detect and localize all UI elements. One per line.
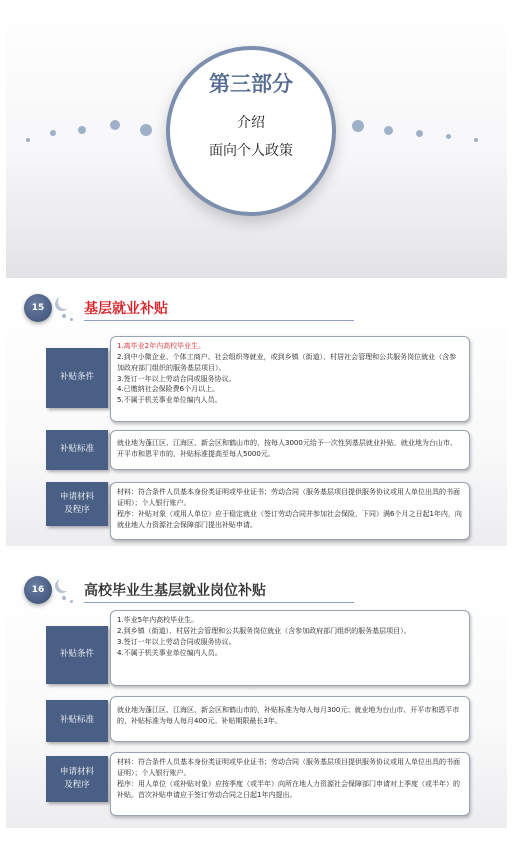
decor-dot: [352, 120, 364, 132]
row-label-standard: 补贴标准: [46, 700, 108, 742]
content-line: 1.毕业5年内高校毕业生。: [117, 616, 199, 624]
row-content-conditions: [110, 336, 470, 422]
decor-dot: [62, 314, 66, 318]
content-line: 2.到中小微企业、个体工商户、社会组织等就业，或到乡镇（街道）、村居社会管理和公共服务岗位就业（含参加政府部门组织的服务基层项目）。: [117, 352, 457, 372]
content-line: 材料：符合条件人员基本身份类证明或毕业证书；劳动合同（服务基层项目提供服务协议或用人单位出具的书面证明）；个人银行账户。: [117, 758, 460, 777]
section-subtitle: 面向个人政策: [209, 143, 293, 159]
title-underline: [84, 602, 354, 603]
content-line: 3.签订一年以上劳动合同或服务协议。: [117, 374, 236, 383]
crescent-icon: [58, 295, 72, 309]
intro-text: 介绍: [237, 115, 265, 131]
row-label-procedure: 申请材料及程序: [46, 756, 108, 802]
decor-dot: [110, 120, 120, 130]
content-line: 4.不属于机关事业单位编内人员。: [117, 648, 222, 657]
content-line: 程序：用人单位（或补贴对象）应按季度（或半年）向所在地人力资源社会保障部门申请对上季度（或半年）的补贴。首次补贴申请应于签订劳动合同之日起1年内提出。: [117, 779, 460, 799]
row-content-standard: [110, 430, 470, 470]
part-title: 第三部分: [209, 71, 293, 96]
content-line: 就业地为蓬江区、江海区、新会区和鹤山市的，按每人3000元给予一次性到基层就业补贴，就业地为台山市、开平市和恩平市的，补贴标准提高至每人5000元。: [117, 439, 457, 458]
section-title-slide: [6, 0, 507, 278]
decor-dot: [78, 126, 86, 134]
content-line: 1.离毕业2年内高校毕业生。: [117, 342, 206, 350]
decor-dot: [474, 138, 478, 142]
slide-title: 基层就业补贴: [84, 301, 168, 317]
content-line: 2.到乡镇（街道）、村居社会管理和公共服务岗位就业（含参加政府部门组织的服务基层项目）。: [117, 626, 411, 635]
decor-dot: [140, 124, 152, 136]
row-content-conditions: [110, 610, 470, 686]
content-line: 3.签订一年以上劳动合同或服务协议。: [117, 637, 236, 646]
decor-dot: [50, 130, 56, 136]
row-label-conditions: 补贴条件: [46, 626, 108, 684]
content-line: 5.不属于机关事业单位编内人员。: [117, 396, 222, 405]
content-line: 就业地为蓬江区、江海区、新会区和鹤山市的，补贴标准为每人每月300元；就业地为台山市、开平市和恩平市的，补贴标准为每人每月400元。补贴期限最长3年。: [117, 706, 460, 725]
title-underline: [84, 320, 354, 321]
policy-slide-16: [6, 566, 507, 828]
policy-slide-15: [6, 284, 507, 546]
row-content-standard: [110, 696, 470, 742]
decor-dot: [446, 134, 451, 139]
decor-dot: [384, 126, 393, 135]
decor-dot: [416, 130, 423, 137]
content-line: 4.已缴纳社会保险费6个月以上。: [117, 385, 220, 394]
crescent-icon: [58, 577, 72, 591]
row-content-procedure: [110, 752, 470, 816]
row-label-standard: 补贴标准: [46, 430, 108, 470]
slide-number-badge: 15: [24, 294, 52, 322]
slide-number-badge: 16: [24, 576, 52, 604]
row-label-procedure: 申请材料及程序: [46, 482, 108, 526]
decor-dot: [26, 138, 30, 142]
content-line: 材料：符合条件人员基本身份类证明或毕业证书；劳动合同（服务基层项目提供服务协议或用人单位出具的书面证明）；个人银行账户。: [117, 488, 460, 507]
decor-dot: [70, 318, 73, 321]
row-content-procedure: [110, 482, 470, 540]
decor-dot: [62, 596, 66, 600]
content-line: 程序：补贴对象（或用人单位）应于稳定就业（签订劳动合同并参加社会保险，下同）满6个月之日起1年内，向就业地人力资源社会保障部门提出补贴申请。: [117, 509, 462, 529]
decor-dot: [70, 600, 73, 603]
slide-title: 高校毕业生基层就业岗位补贴: [84, 583, 266, 599]
row-label-conditions: 补贴条件: [46, 348, 108, 408]
